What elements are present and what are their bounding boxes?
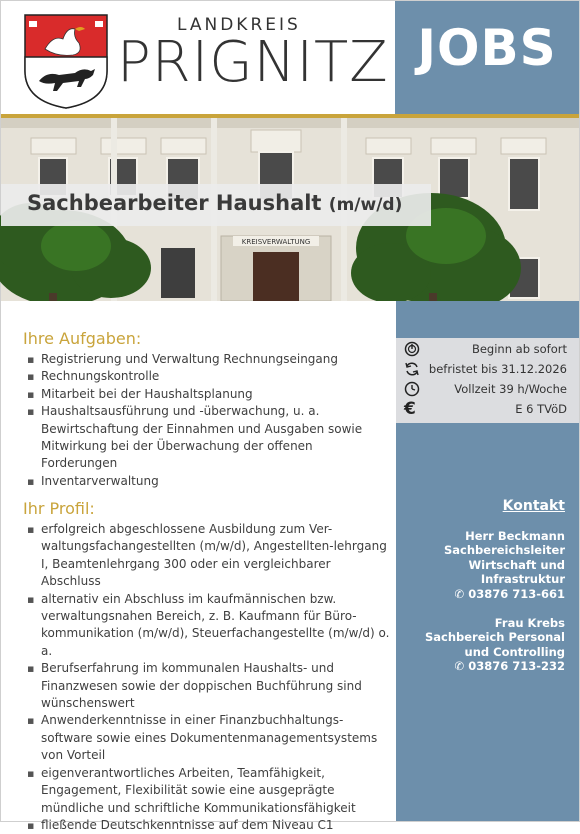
contact-role: Infrastruktur [480,572,565,587]
coat-of-arms-logo [23,13,109,109]
contact-role: Sachbereich Personal [424,630,565,645]
logo-big-text: PRIGNITZ [117,30,389,95]
job-facts [396,338,579,423]
contact-role: Wirtschaft und [468,557,565,572]
list-item: ▪ Inventarverwaltung [27,473,391,490]
phone-icon: ✆ [454,659,465,674]
job-title-suffix: (m/w/d) [328,195,403,215]
jobs-label: JOBS [417,19,557,77]
title-band [1,184,431,226]
aufgaben-heading: Ihre Aufgaben: [23,329,142,348]
list-item: ▪ Mitarbeit bei der Haushaltsplanung [27,386,391,403]
contact-phone[interactable] [425,659,565,673]
euro-icon: € [404,399,416,419]
contact-role: Sachbereichsleiter [444,543,565,558]
contact-krebs [425,616,565,674]
list-item: ▪ fließende Deutschkenntnisse auf dem Niveau C1 [27,817,391,834]
job-title-main: Sachbearbeiter Haushalt [27,191,322,215]
list-item: ▪ Berufserfahrung im kommunalen Haushalts- und Finanzwesen sowie der doppischen Buchführung sind wünschenswert [27,660,391,712]
fact-hours [396,380,579,400]
logo-small-text: LANDKREIS [177,15,301,35]
refresh-icon [404,361,420,377]
contact-name: Frau Krebs [494,616,565,630]
contact-phone[interactable] [444,587,565,601]
phone-icon: ✆ [454,586,465,601]
clock-icon [404,381,420,397]
list-item: ▪ Registrierung und Verwaltung Rechnungseingang [27,351,391,368]
start-text: Beginn ab sofort [471,342,567,356]
jobs-banner [395,1,579,114]
kreisverwaltung-sign: KREISVERWALTUNG [241,238,311,246]
aufgaben-list [27,351,391,490]
phone-number[interactable]: 03876 713-232 [468,659,565,674]
list-item: ▪ alternativ ein Abschluss im kaufmännischen bzw. verwaltungsnahen Bereich, z. B. Kaufmann für Büro-kommunikation (m/w/d), Steuerfachangestellte (m/w/d) o. a. [27,591,391,661]
kontakt-heading: Kontakt [502,498,565,514]
sidebar [396,301,579,821]
fact-start [396,340,579,360]
district-logo [113,9,389,109]
list-item: ▪ Haushaltsausführung und -überwachung, u. a. Bewirtschaftung der Einnahmen und Ausgaben sowie Mitwirkung bei der Überwachung der offenen Forderungen [27,403,391,473]
term-text: befristet bis 31.12.2026 [428,362,567,376]
job-title [27,191,402,215]
list-item: ▪ Rechnungskontrolle [27,368,391,385]
contact-role: und Controlling [464,644,565,659]
building-photo [1,118,579,301]
contact-beckmann [444,529,565,601]
list-item: ▪ Anwenderkenntnisse in einer Finanzbuchhaltungs-software sowie eines Dokumentenmanagementsystems von Vorteil [27,712,391,764]
list-item: ▪ erfolgreich abgeschlossene Ausbildung zum Ver-waltungsfachangestellten (m/w/d), Angestellten-lehrgang I, Beamtenlehrgang 300 oder ein vergleichbarer Abschluss [27,521,391,591]
hours-text: Vollzeit 39 h/Woche [454,382,567,396]
list-item: ▪ eigenverantwortliches Arbeiten, Teamfähigkeit, Engagement, Flexibilität sowie eine ausgeprägte mündliche und schriftliche Kommunikationsfähigkeit [27,765,391,817]
content-left [1,301,396,832]
header [1,1,579,114]
power-clock-icon [404,341,420,357]
profil-heading: Ihr Profil: [23,499,95,518]
contact-name: Herr Beckmann [465,529,565,543]
fact-pay [396,400,579,420]
profil-list [27,521,391,834]
phone-number[interactable]: 03876 713-661 [468,586,565,601]
fact-term [396,360,579,380]
pay-text: E 6 TVöD [515,402,567,416]
